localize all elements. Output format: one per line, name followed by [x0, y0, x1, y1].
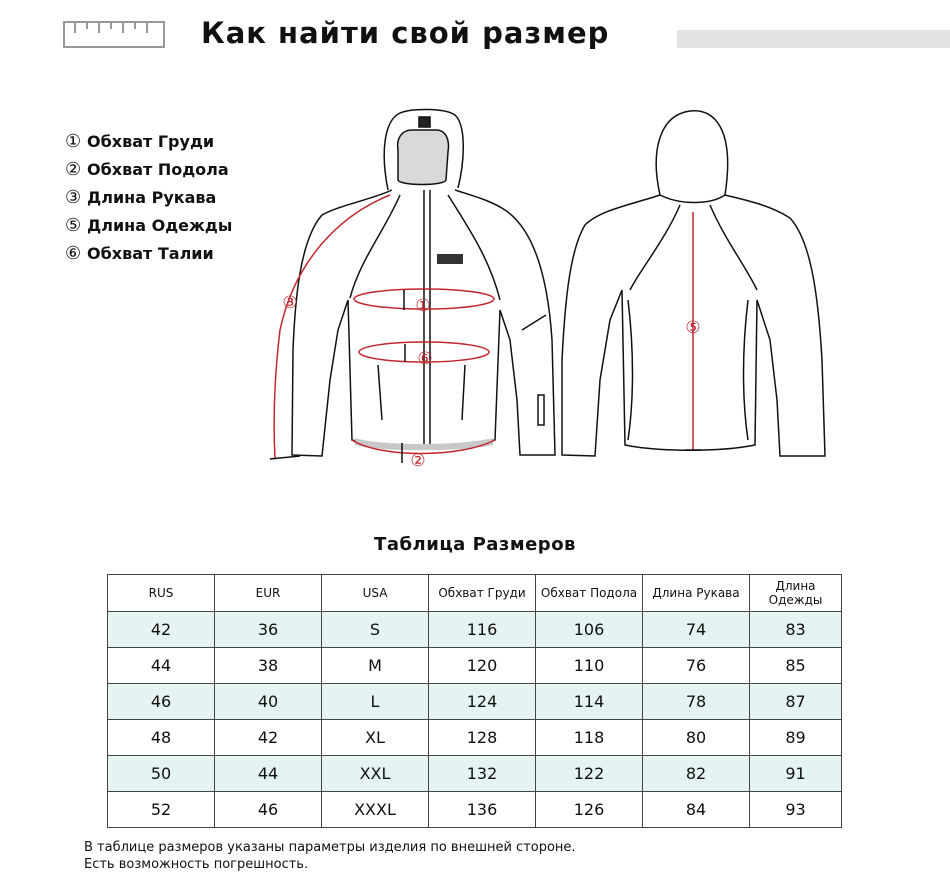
column-header: Обхват Подола: [536, 575, 643, 612]
column-header: RUS: [108, 575, 215, 612]
ruler-icon: [63, 21, 165, 48]
table-cell: 42: [215, 720, 322, 756]
table-cell: 78: [643, 684, 750, 720]
size-table: [107, 574, 842, 828]
column-header: Длина Одежды: [750, 575, 842, 612]
marker-sleeve: ③: [282, 293, 298, 313]
header-decor-bar: [677, 30, 950, 48]
table-cell: 82: [643, 756, 750, 792]
legend-item-chest: [65, 127, 285, 155]
jacket-front-drawing: [292, 109, 555, 456]
legend-label: Обхват Подола: [87, 159, 229, 179]
table-cell: 116: [429, 612, 536, 648]
legend-item-length: [65, 211, 285, 239]
marker-chest: ①: [415, 296, 431, 316]
table-cell: 74: [643, 612, 750, 648]
table-cell: M: [322, 648, 429, 684]
legend-num: ⑥: [65, 242, 82, 264]
legend-item-waist: [65, 239, 285, 267]
table-cell: 85: [750, 648, 842, 684]
table-cell: 48: [108, 720, 215, 756]
table-row: [108, 684, 842, 720]
table-cell: 76: [643, 648, 750, 684]
front-measurements: [270, 195, 495, 463]
page-title: Как найти свой размер: [201, 16, 610, 50]
size-table-title: Таблица Размеров: [374, 534, 576, 555]
table-cell: 124: [429, 684, 536, 720]
table-cell: 126: [536, 792, 643, 828]
legend-num: ③: [65, 186, 82, 208]
legend-label: Длина Рукава: [87, 187, 217, 207]
measurement-legend: [65, 127, 285, 267]
column-header: USA: [322, 575, 429, 612]
table-cell: 136: [429, 792, 536, 828]
legend-item-hem: [65, 155, 285, 183]
table-cell: 93: [750, 792, 842, 828]
table-cell: 42: [108, 612, 215, 648]
marker-waist: ⑥: [417, 349, 433, 369]
table-cell: 36: [215, 612, 322, 648]
table-cell: S: [322, 612, 429, 648]
table-cell: 106: [536, 612, 643, 648]
table-cell: 38: [215, 648, 322, 684]
table-cell: 132: [429, 756, 536, 792]
footnote: [84, 839, 576, 873]
legend-label: Обхват Талии: [87, 243, 214, 263]
table-cell: 128: [429, 720, 536, 756]
marker-length: ⑤: [685, 318, 701, 338]
table-cell: 50: [108, 756, 215, 792]
table-cell: 122: [536, 756, 643, 792]
legend-label: Обхват Груди: [87, 131, 215, 151]
table-cell: 44: [108, 648, 215, 684]
table-cell: 120: [429, 648, 536, 684]
jacket-measurement-diagram: [260, 100, 860, 500]
table-row: [108, 720, 842, 756]
table-row: [108, 756, 842, 792]
table-cell: 91: [750, 756, 842, 792]
table-cell: 89: [750, 720, 842, 756]
legend-num: ②: [65, 158, 82, 180]
table-cell: 46: [108, 684, 215, 720]
table-cell: XXXL: [322, 792, 429, 828]
legend-num: ①: [65, 130, 82, 152]
legend-item-sleeve: [65, 183, 285, 211]
table-cell: 46: [215, 792, 322, 828]
table-row: [108, 792, 842, 828]
table-cell: XL: [322, 720, 429, 756]
footnote-line: Есть возможность погрешность.: [84, 857, 309, 872]
table-cell: 44: [215, 756, 322, 792]
table-cell: L: [322, 684, 429, 720]
table-cell: 84: [643, 792, 750, 828]
table-cell: 40: [215, 684, 322, 720]
table-cell: 87: [750, 684, 842, 720]
table-cell: 118: [536, 720, 643, 756]
legend-num: ⑤: [65, 214, 82, 236]
table-cell: 114: [536, 684, 643, 720]
table-row: [108, 648, 842, 684]
table-cell: 52: [108, 792, 215, 828]
table-header-row: [108, 575, 842, 612]
marker-hem: ②: [410, 451, 426, 471]
footnote-line: В таблице размеров указаны параметры изделия по внешней стороне.: [84, 840, 576, 855]
column-header: EUR: [215, 575, 322, 612]
column-header: Длина Рукава: [643, 575, 750, 612]
table-row: [108, 612, 842, 648]
legend-label: Длина Одежды: [87, 215, 233, 235]
table-cell: 83: [750, 612, 842, 648]
table-cell: 80: [643, 720, 750, 756]
table-cell: XXL: [322, 756, 429, 792]
table-cell: 110: [536, 648, 643, 684]
column-header: Обхват Груди: [429, 575, 536, 612]
